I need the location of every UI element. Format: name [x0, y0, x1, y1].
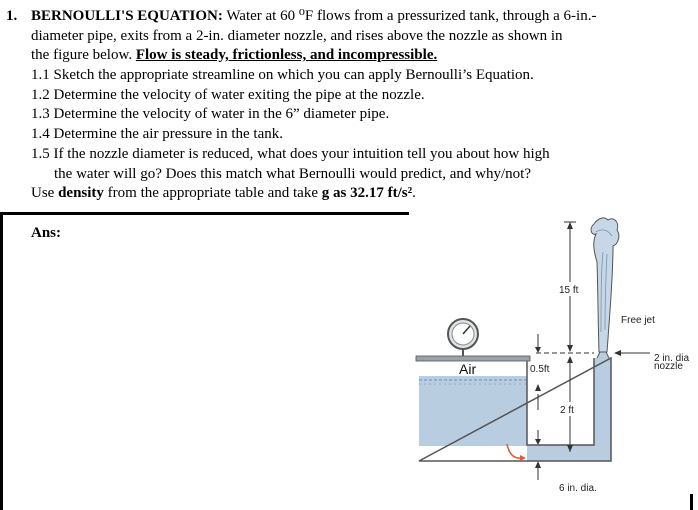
tank-nozzle-figure [408, 212, 698, 510]
streamline-arrowhead [520, 455, 526, 461]
intro-line-2: diameter pipe, exits from a 2-in. diameter nozzle, and rises above the nozzle as shown in [31, 28, 563, 44]
streamline-marker [507, 444, 522, 458]
nozzle-label-line-1: 2 in. dia [654, 353, 690, 364]
question-1-5-line-2: the water will go? Does this match what Bernoulli would predict, and why/not? [54, 166, 531, 182]
problem-title: BERNOULLI'S EQUATION: [31, 8, 223, 24]
intro-line-1 [31, 7, 596, 26]
question-1-1: 1.1 Sketch the appropriate streamline on which you can apply Bernoulli’s Equation. [31, 67, 534, 83]
pipe-dia-up-arrow [535, 461, 541, 468]
instructions-text-3: . [412, 185, 416, 201]
intro-text-1: Water at 60 ⁰F flows from a pressurized tank, through a 6-in.- [226, 8, 597, 24]
intro-line-3 [31, 46, 437, 65]
density-emphasis: density [58, 185, 104, 201]
instructions-text-1: Use [31, 185, 59, 201]
dim-05ft-down-arrow [535, 347, 541, 353]
dim-2ft-label: 2 ft [560, 405, 574, 416]
answer-box-top-border [0, 212, 409, 215]
nozzle-leader-arrow [614, 350, 621, 356]
intro-text-3: the figure below. [31, 47, 136, 63]
pipe-water-vertical [594, 358, 611, 448]
instructions-text-2: from the appropriate table and take [103, 185, 322, 201]
flow-assumptions: Flow is steady, frictionless, and incompressible. [135, 47, 438, 63]
air-label: Air [459, 361, 477, 377]
question-1-5-line-1: 1.5 If the nozzle diameter is reduced, what does your intuition tell you about how high [31, 146, 550, 162]
instructions-line [31, 184, 416, 203]
free-jet-label: Free jet [621, 315, 655, 326]
pipe-dia-label: 6 in. dia. [559, 483, 597, 494]
question-1-2: 1.2 Determine the velocity of water exiting the pipe at the nozzle. [31, 87, 425, 103]
dim-05ft-up-arrow [535, 384, 541, 391]
nozzle-label-line-2: nozzle [654, 361, 683, 372]
pipe-dia-down-arrow [535, 439, 541, 445]
dim-15ft-bottom-arrow [567, 345, 573, 352]
question-1-3: 1.3 Determine the velocity of water in the 6” diameter pipe. [31, 106, 390, 122]
dim-15ft-label: 15 ft [559, 285, 579, 296]
dim-15ft-top-arrow [567, 222, 573, 229]
answer-label[interactable]: Ans: [31, 225, 62, 241]
gravity-emphasis: g as 32.17 ft/s² [321, 185, 413, 201]
nozzle-tip [597, 352, 609, 358]
answer-box-left-border [0, 212, 3, 510]
dim-05ft-label: 0.5ft [530, 364, 550, 375]
dim-2ft-top-arrow [567, 356, 573, 363]
problem-number: 1. [6, 8, 18, 24]
free-jet [591, 218, 619, 352]
question-1-4: 1.4 Determine the air pressure in the tank. [31, 126, 283, 142]
